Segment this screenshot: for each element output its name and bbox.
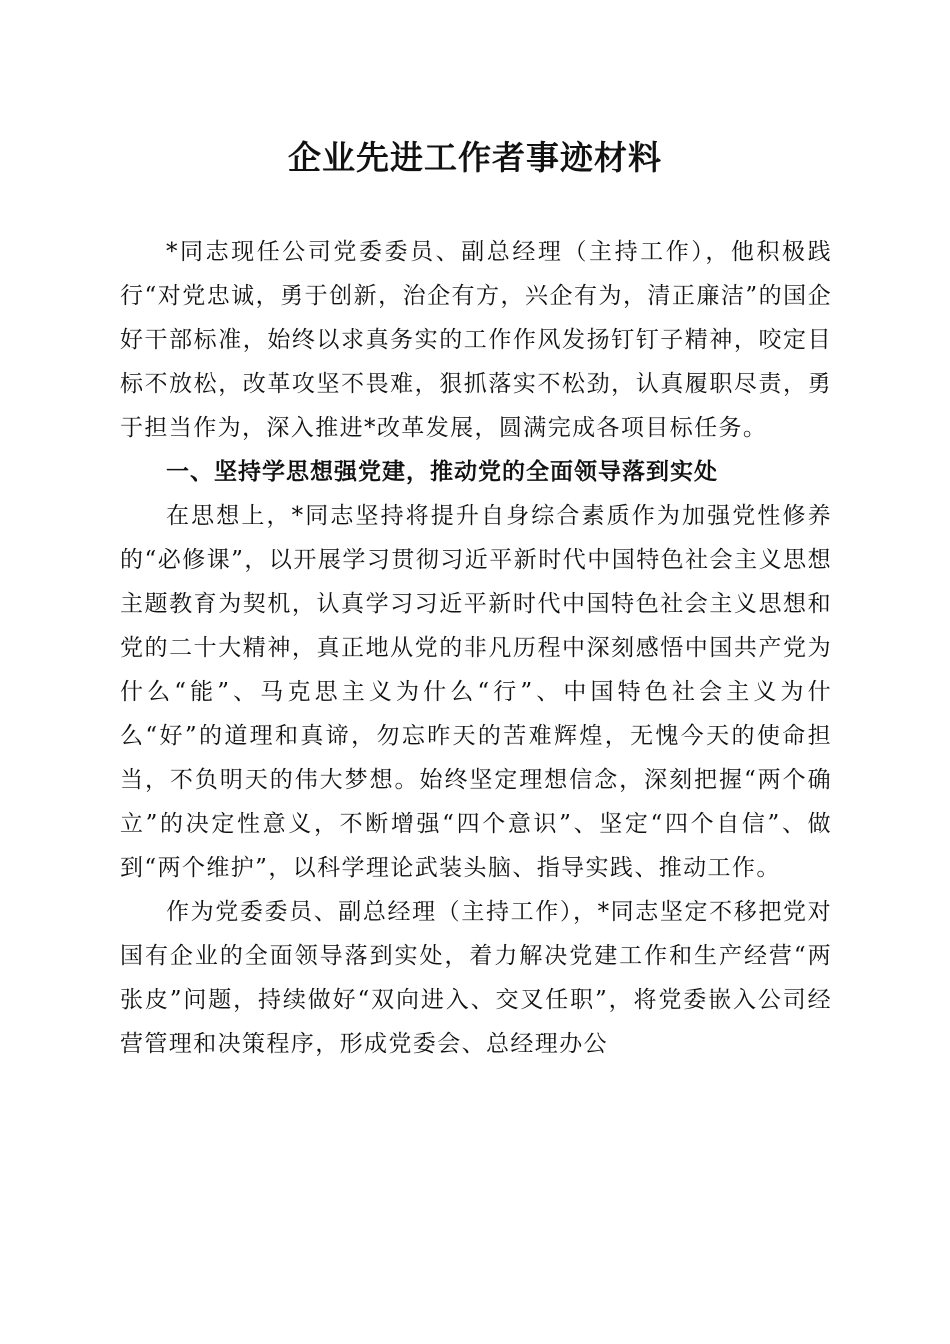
body-paragraph-thought: 在思想上，*同志坚持将提升自身综合素质作为加强党性修养的“必修课”，以开展学习贯彻习近平新时代中国特色社会主义思想主题教育为契机，认真学习习近平新时代中国特色社会主义思想和党的二十大精神，真正地从党的非凡历程中深刻感悟中国共产党为什么“能”、马克思主义为什么“行”、中国特色社会主义为什么“好”的道理和真谛，勿忘昨天的苦难辉煌，无愧今天的使命担当，不负明天的伟大梦想。始终坚定理想信念，深刻把握“两个确立”的决定性意义，不断增强“四个意识”、坚定“四个自信”、做到“两个维护”，以科学理论武装头脑、指导实践、推动工作。	[120, 503, 832, 881]
body-paragraph-leadership: 作为党委委员、副总经理（主持工作），*同志坚定不移把党对国有企业的全面领导落到实处，着力解决党建工作和生产经营“两张皮”问题，持续做好“双向进入、交叉任职”，将党委嵌入公司经营管理和决策程序，形成党委会、总经理办公	[120, 899, 832, 1057]
document-body	[120, 230, 832, 1066]
section-heading-1: 一、坚持学思想强党建，推动党的全面领导落到实处	[166, 459, 718, 485]
intro-paragraph: *同志现任公司党委委员、副总经理（主持工作），他积极践行“对党忠诚，勇于创新，治企有方，兴企有为，清正廉洁”的国企好干部标准，始终以求真务实的工作作风发扬钉钉子精神，咬定目标不放松，改革攻坚不畏难，狠抓落实不松劲，认真履职尽责，勇于担当作为，深入推进*改革发展，圆满完成各项目标任务。	[120, 239, 832, 441]
document-title: 企业先进工作者事迹材料	[288, 138, 662, 177]
